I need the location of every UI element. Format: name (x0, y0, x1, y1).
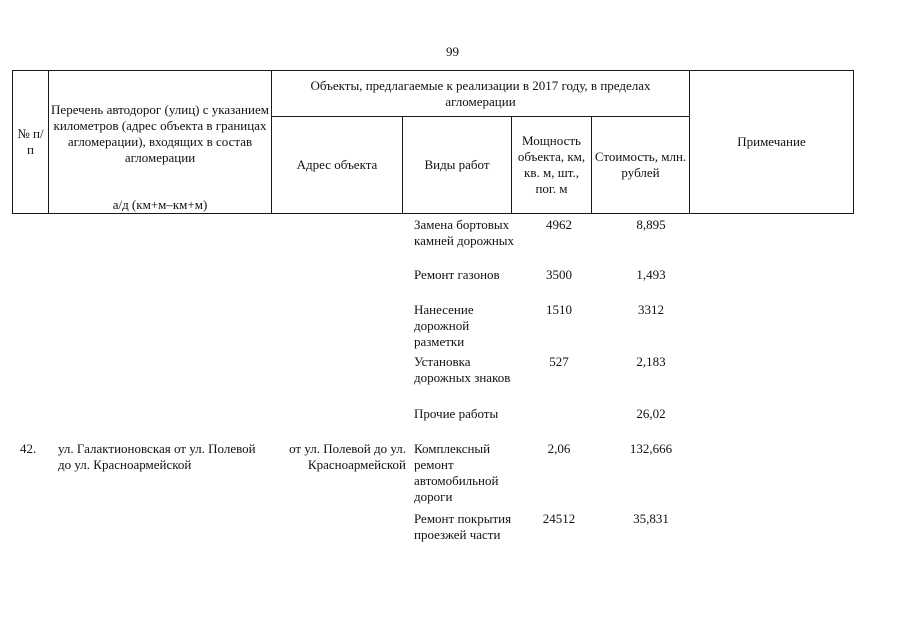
power-cell: 2,06 (547, 441, 571, 456)
header-objects: Объекты, предлагаемые к реализации в 2017 году, в пределах агломерации (272, 71, 690, 117)
road-cell: ул. Галактионовская от ул. Полевой до ул. Красноармейской (58, 441, 256, 472)
work-type-cell: Ремонт покрытия проезжей части (414, 511, 512, 542)
work-type-cell: Установка дорожных знаков (414, 354, 511, 385)
work-type-cell: Прочие работы (414, 406, 499, 421)
work-type-cell: Замена бортовых камней дорожных (414, 217, 515, 248)
power-cell: 527 (549, 354, 569, 369)
header-num: № п/п (13, 71, 49, 214)
cost-cell: 3312 (638, 302, 664, 317)
cost-cell: 132,666 (629, 441, 673, 456)
cost-cell: 8,895 (636, 217, 666, 232)
power-cell: 1510 (546, 302, 572, 317)
page-number: 99 (446, 44, 459, 59)
header-power: Мощность объекта, км, кв. м, шт., пог. м (512, 117, 592, 214)
table-header (12, 70, 854, 214)
header-address: Адрес объекта (272, 117, 403, 214)
header-road: Перечень автодорог (улиц) с указанием километров (адрес объекта в границах агломерации), входящих в состав агломерации (49, 71, 272, 197)
cost-cell: 1,493 (636, 267, 666, 282)
header-note: Примечание (690, 71, 854, 214)
work-type-cell: Ремонт газонов (414, 267, 500, 282)
header-cost: Стоимость, млн. рублей (592, 117, 690, 214)
header-work-type: Виды работ (403, 117, 512, 214)
address-cell: от ул. Полевой до ул. Красноармейской (289, 441, 406, 472)
cost-cell: 2,183 (636, 354, 666, 369)
work-type-cell: Нанесение дорожной разметки (414, 302, 474, 349)
power-cell: 3500 (546, 267, 572, 282)
cost-cell: 35,831 (633, 511, 669, 526)
power-cell: 4962 (546, 217, 572, 232)
header-road-sub: а/д (км+м–км+м) (49, 197, 272, 214)
row-number: 42. (20, 441, 37, 456)
work-type-cell: Комплексный ремонт автомобильной дороги (414, 441, 499, 504)
cost-cell: 26,02 (636, 406, 666, 421)
power-cell: 24512 (542, 511, 576, 526)
